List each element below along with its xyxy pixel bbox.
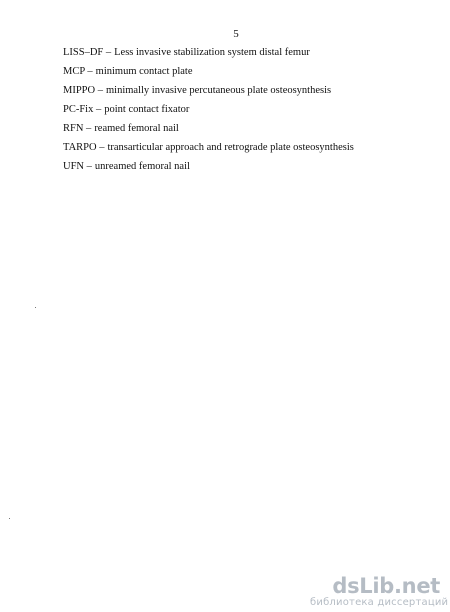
abbreviation-item: [63, 138, 354, 157]
abbreviation-item: [63, 119, 354, 138]
abbreviation-definition: minimum contact plate: [95, 66, 193, 77]
abbreviation-term: MCP –: [63, 66, 93, 77]
scan-speck: [9, 518, 10, 519]
abbreviation-term: RFN –: [63, 123, 92, 134]
abbreviation-term: LISS–DF –: [63, 47, 112, 58]
abbreviation-term: PC-Fix –: [63, 104, 102, 115]
scan-speck: [35, 307, 36, 308]
abbreviation-list: [63, 43, 354, 176]
abbreviation-term: UFN –: [63, 161, 92, 172]
abbreviation-item: [63, 43, 354, 62]
abbreviation-definition: point contact fixator: [104, 104, 190, 115]
abbreviation-definition: minimally invasive percutaneous plate osteosynthesis: [105, 85, 332, 96]
abbreviation-term: TARPO –: [63, 142, 105, 153]
abbreviation-item: [63, 100, 354, 119]
abbreviation-item: [63, 62, 354, 81]
abbreviation-definition: unreamed femoral nail: [94, 161, 190, 172]
abbreviation-definition: Less invasive stabilization system distal femur: [114, 47, 310, 58]
page-number: 5: [233, 28, 239, 40]
watermark-logo: dsLib.net: [332, 574, 440, 598]
site-watermark: [310, 574, 449, 609]
abbreviation-definition: transarticular approach and retrograde plate osteosynthesis: [107, 142, 354, 153]
abbreviation-definition: reamed femoral nail: [94, 123, 179, 134]
watermark-tagline: библиотека диссертаций: [310, 597, 449, 608]
abbreviation-item: [63, 157, 354, 176]
abbreviation-term: MIPPO –: [63, 85, 103, 96]
abbreviation-item: [63, 81, 354, 100]
